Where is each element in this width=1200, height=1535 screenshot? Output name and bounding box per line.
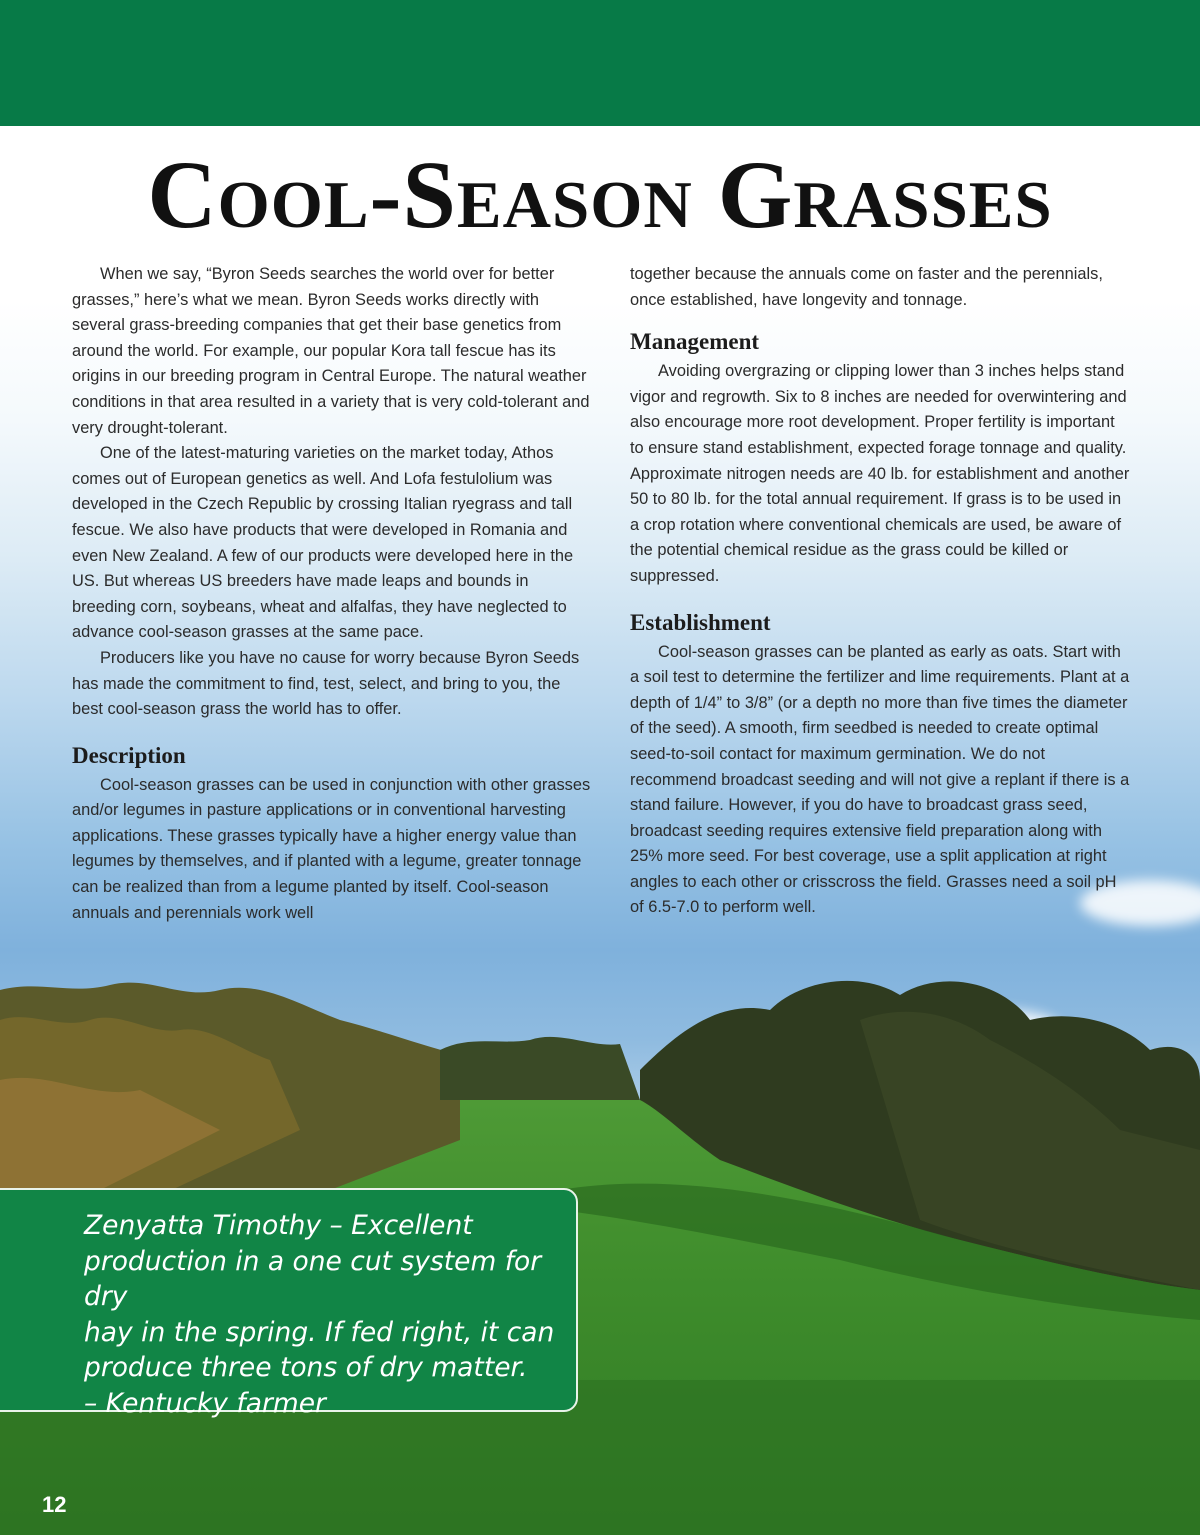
quote-line: production in a one cut system for dry [84,1245,542,1312]
description-paragraph: Cool-season grasses can be used in conjunction with other grasses and/or legumes in pasture applications or in conventional harvesting applications. These grasses typically have a higher energy value than legumes by themselves, and if planted with a legume, greater tonnage can be realized than from a legume planted by itself. Cool-season annuals and perennials work well [72,775,591,922]
continued-paragraph: together because the annuals come on faster and the perennials, once established, have longevity and tonnage. [630,265,1103,309]
establishment-paragraph: Cool-season grasses can be planted as early as oats. Start with a soil test to determine the fertilizer and lime requirements. Plant at a depth of 1/4” to 3/8” (or a depth no more than five times the diameter of the seed). A smooth, firm seedbed is needed to create optimal seed-to-soil contact for maximum germination. We do not recommend broadcast seeding and will not give a replant if there is a stand failure. However, if you do have to broadcast grass seed, broadcast seeding requires extensive field preparation along with 25% more seed. For best coverage, use a split application at right angles to each other or crisscross the field. Grasses need a soil pH of 6.5-7.0 to perform well. [630,642,1130,917]
management-heading: Management [630,329,760,355]
page-number: 12 [42,1492,67,1517]
right-column [630,262,1130,921]
quote-line: Zenyatta Timothy – Excellent [84,1210,473,1241]
intro-paragraph: When we say, “Byron Seeds searches the world over for better grasses,” here’s what we mean. Byron Seeds works directly with several grass-breeding companies that get their base genetics from around the world. For example, our popular Kora tall fescue has its origins in our breeding program in Central Europe. The natural weather conditions in that area resulted in a variety that is very cold-tolerant and very drought-tolerant. [72,265,590,437]
header-bar [0,0,1200,126]
quote-line: produce three tons of dry matter. [84,1352,528,1383]
quote-attribution: – Kentucky farmer [84,1387,326,1419]
management-paragraph: Avoiding overgrazing or clipping lower than 3 inches helps stand vigor and regrowth. Six to 8 inches are needed for overwintering and also encourage more root development. Proper fertility is important to ensure stand establishment, expected forage tonnage and quality. Approximate nitrogen needs are 40 lb. for establishment and another 50 to 80 lb. for the total annual requirement. If grass is to be used in a crop rotation where conventional chemicals are used, be aware of the potential chemical residue as the grass could be killed or suppressed. [630,362,1130,585]
intro-paragraph: One of the latest-maturing varieties on the market today, Athos comes out of European genetics as well. And Lofa festulolium was developed in the Czech Republic by crossing Italian ryegrass and tall fescue. We also have products that were developed in Romania and even New Zealand. A few of our products were developed here in the US. But whereas US breeders have made leaps and bounds in breeding corn, soybeans, wheat and alfalfas, they have neglected to advance cool-season grasses at the same pace. [72,444,574,642]
quote-line: hay in the spring. If fed right, it can [84,1316,555,1348]
testimonial-quote [84,1208,574,1421]
left-column [72,262,592,926]
intro-paragraph: Producers like you have no cause for worry because Byron Seeds has made the commitment to find, test, select, and bring to you, the best cool-season grass the world has to offer. [72,648,580,719]
page-title: Cool-Season Grasses [147,141,1053,248]
establishment-heading: Establishment [630,609,771,635]
description-heading: Description [72,742,186,768]
